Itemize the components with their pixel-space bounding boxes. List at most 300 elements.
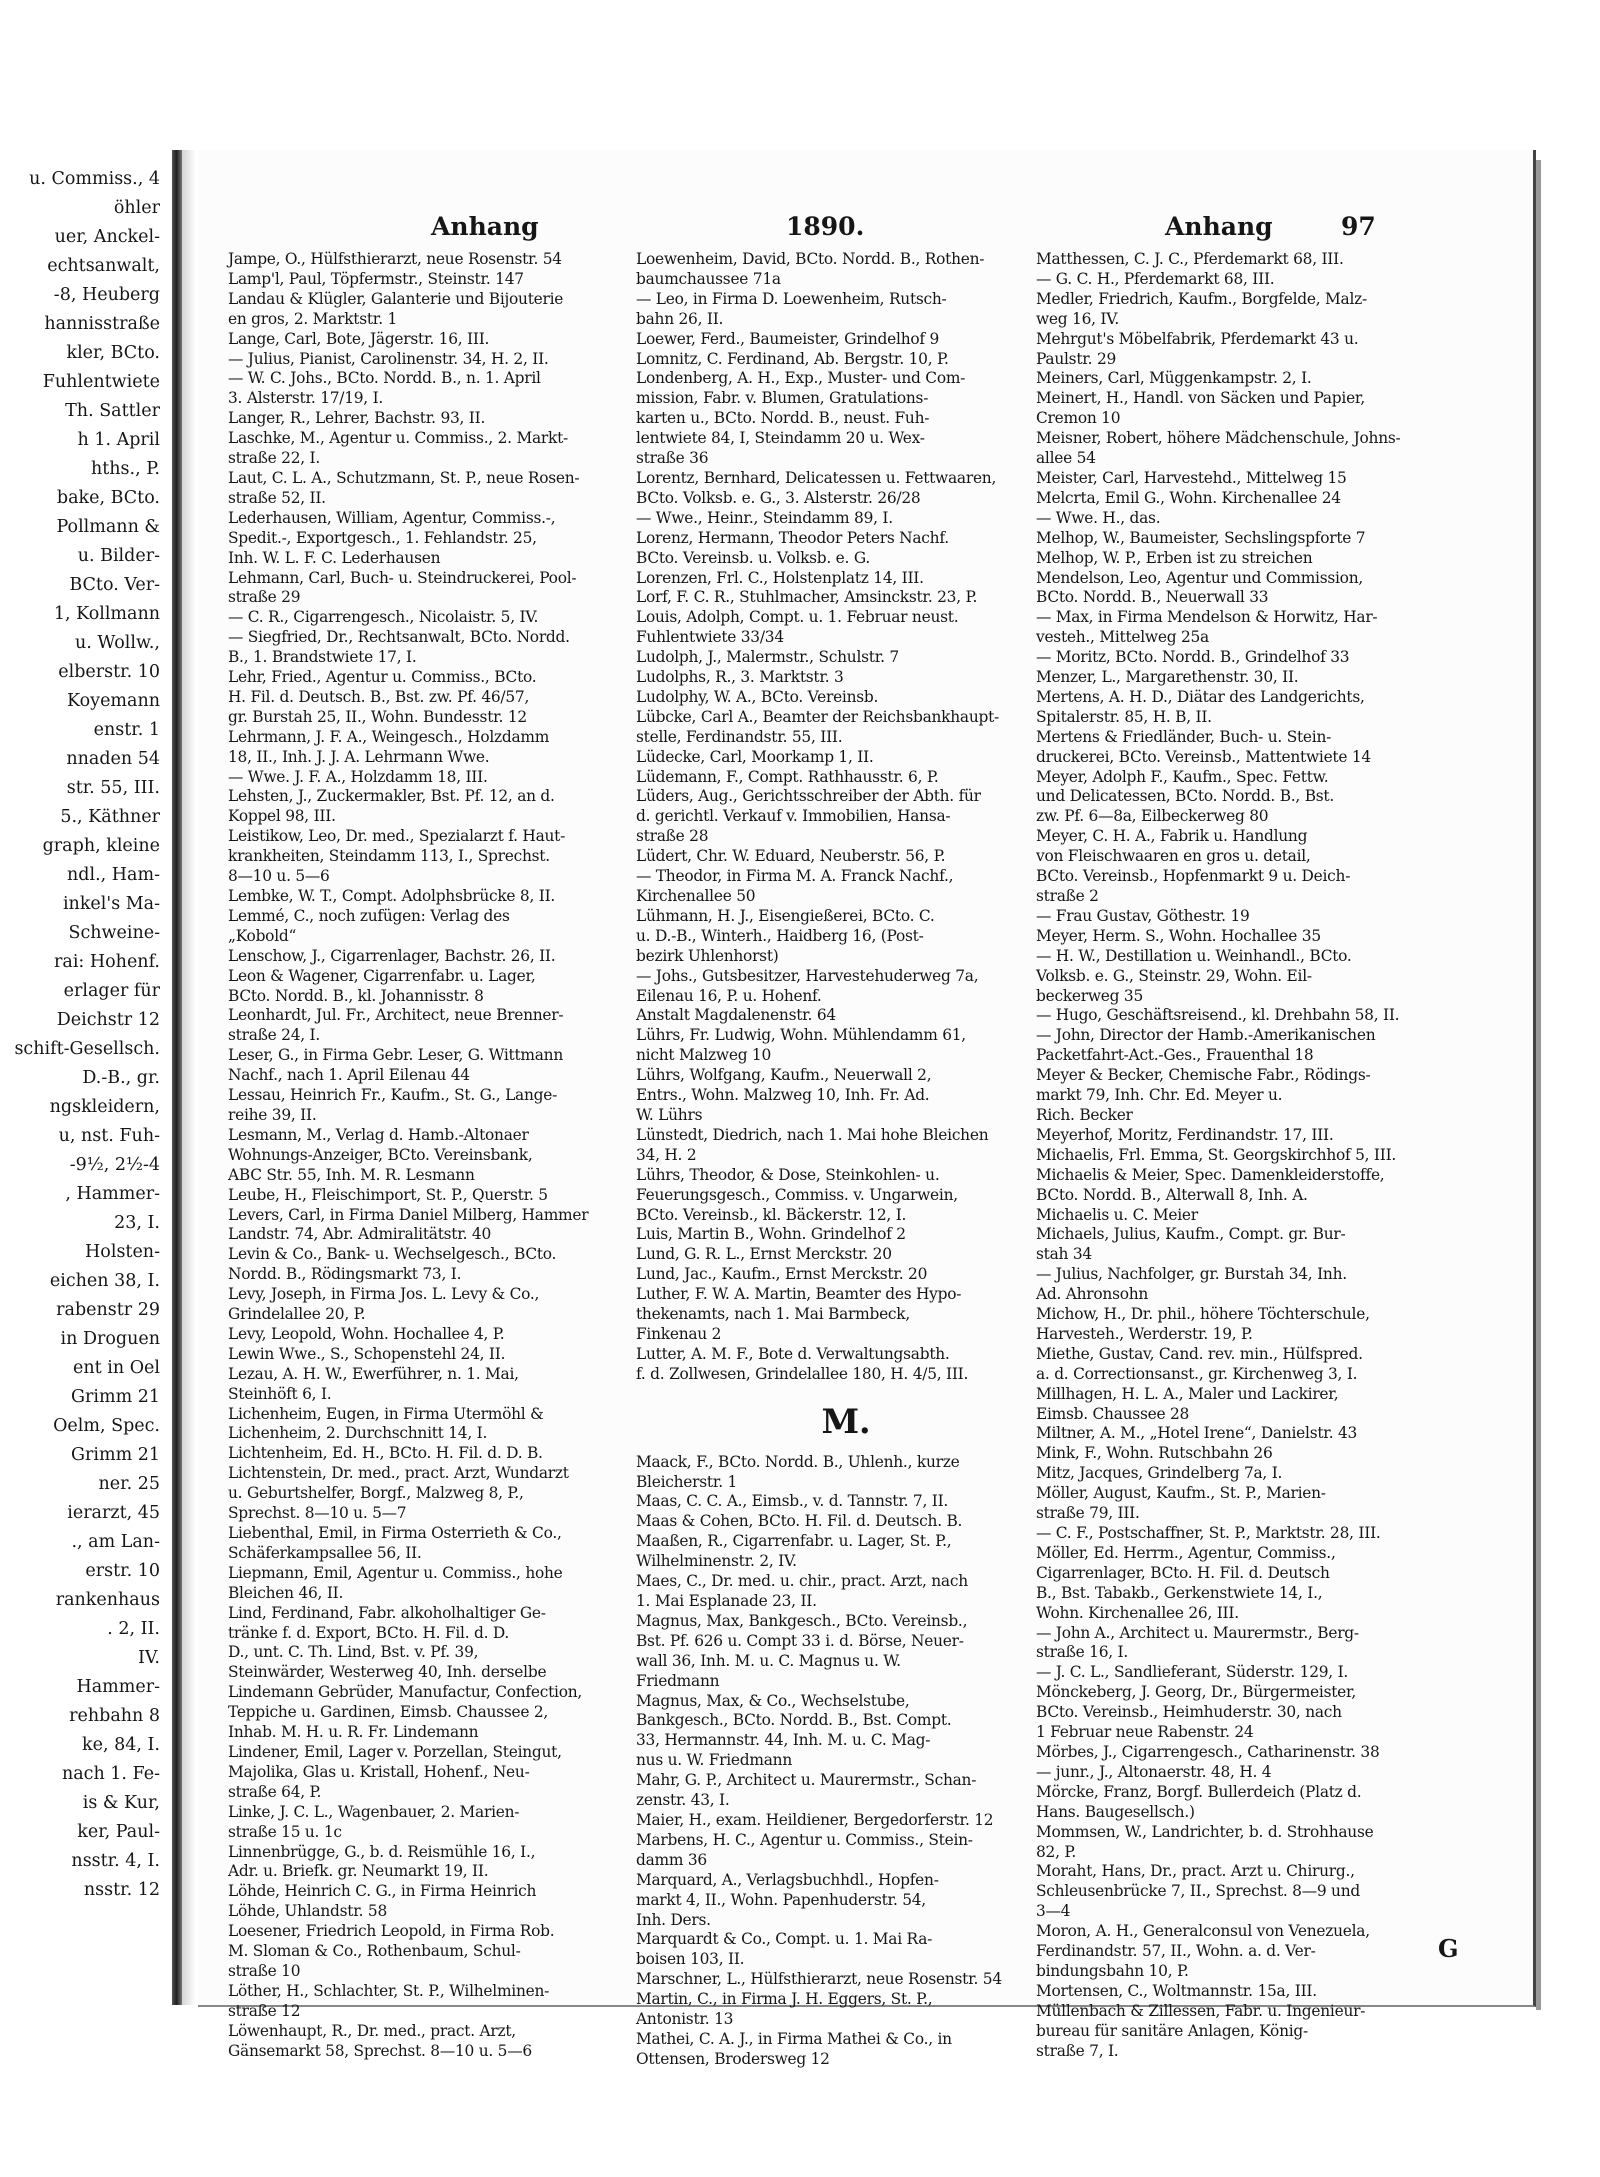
entry-line: Lenschow, J., Cigarrenlager, Bachstr. 26, II.: [228, 946, 556, 965]
entry-line: — Julius, Nachfolger, gr. Burstah 34, Inh.: [1036, 1265, 1347, 1284]
directory-entry: [1036, 1982, 1456, 2002]
previous-page-line: Holsten-: [85, 1242, 160, 1262]
previous-page-line: , Hammer-: [65, 1184, 160, 1204]
entry-line: markt 4, II., Wohn. Papenhuderstr. 54,: [636, 1890, 926, 1909]
entry-line: Finkenau 2: [636, 1324, 722, 1343]
entry-line: Lembke, W. T., Compt. Adolphsbrücke 8, II.: [228, 887, 556, 905]
entry-line: Marbens, H. C., Agentur u. Commiss., Stein-: [636, 1830, 973, 1849]
entry-line: — Frau Gustav, Göthestr. 19: [1036, 906, 1250, 925]
previous-page-line: rabenstr 29: [56, 1300, 160, 1320]
entry-line: — G. C. H., Pferdemarkt 68, III.: [1036, 269, 1275, 288]
previous-page-line: erstr. 10: [85, 1561, 160, 1581]
directory-entry: [1036, 1345, 1456, 1385]
entry-line: Inh. Ders.: [636, 1910, 711, 1929]
entry-line: Inhab. M. H. u. R. Fr. Lindemann: [228, 1723, 479, 1742]
directory-column-3: [1036, 250, 1456, 2060]
directory-entry: [636, 1126, 1056, 1166]
directory-entry: [1036, 608, 1456, 648]
entry-line: Melhop, W. P., Erben ist zu streichen: [1036, 548, 1313, 567]
entry-line: Maas & Cohen, BCto. H. Fil. d. Deutsch. B.: [636, 1512, 963, 1531]
entry-line: Lindener, Emil, Lager v. Porzellan, Steingut,: [228, 1742, 562, 1761]
entry-line: Mahr, G. P., Architect u. Maurermstr., Schan-: [636, 1771, 977, 1790]
directory-entry: [1036, 1544, 1456, 1624]
previous-page-line: bake, BCto.: [56, 488, 160, 508]
directory-entry: [636, 1026, 1056, 1066]
directory-entry: [636, 1265, 1056, 1285]
entry-line: BCto. Vereinsb., Hopfenmarkt 9 u. Deich-: [1036, 867, 1351, 886]
entry-line: Lessau, Heinrich Fr., Kaufm., St. G., Lange-: [228, 1086, 558, 1105]
entry-line: Maes, C., Dr. med. u. chir., pract. Arzt, nach: [636, 1572, 968, 1591]
entry-line: Magnus, Max, & Co., Wechselstube,: [636, 1691, 910, 1710]
directory-entry: [1036, 389, 1456, 429]
previous-page-line: inkel's Ma-: [62, 894, 160, 914]
directory-page: [198, 150, 1536, 2068]
previous-page-line: -8, Heuberg: [53, 285, 160, 305]
directory-entry: [636, 708, 1056, 748]
entry-line: Lund, G. R. L., Ernst Merckstr. 20: [636, 1245, 892, 1264]
previous-page-line: nach 1. Fe-: [61, 1764, 160, 1784]
directory-entry: [636, 787, 1056, 847]
directory-entry: [636, 1225, 1056, 1245]
entry-line: Londenberg, A. H., Exp., Muster- und Com-: [636, 369, 966, 388]
entry-line: baumchaussee 71a: [636, 269, 781, 288]
entry-line: Bst. Pf. 626 u. Compt 33 i. d. Börse, Neuer-: [636, 1631, 964, 1650]
entry-line: 3. Alsterstr. 17/19, I.: [228, 389, 384, 408]
previous-page-line: in Droguen: [60, 1329, 160, 1349]
entry-line: Bleicherstr. 1: [636, 1472, 738, 1491]
previous-page-line: schift-Gesellsch.: [14, 1039, 160, 1059]
gutter-shadow: [182, 150, 196, 2005]
entry-line: Grindelallee 20, P.: [228, 1305, 366, 1324]
entry-line: Mommsen, W., Landrichter, b. d. Strohhause: [1036, 1822, 1374, 1841]
directory-entry: [228, 429, 648, 469]
entry-line: — Siegfried, Dr., Rechtsanwalt, BCto. Nordd.: [228, 628, 570, 647]
entry-line: wall 36, Inh. M. u. C. Magnus u. W.: [636, 1651, 901, 1670]
directory-entry: [636, 369, 1056, 469]
entry-line: Lemmé, C., noch zufügen: Verlag des: [228, 906, 510, 925]
entry-line: — Wwe., Heinr., Steindamm 89, I.: [636, 508, 893, 527]
directory-entry: [1036, 469, 1456, 489]
entry-line: Laschke, M., Agentur u. Commiss., 2. Markt-: [228, 429, 568, 448]
previous-page-line: kler, BCto.: [66, 343, 160, 363]
entry-line: Lutter, A. M. F., Bote d. Verwaltungsabth.: [636, 1344, 950, 1363]
entry-line: Sprechst. 8—10 u. 5—7: [228, 1504, 407, 1523]
running-head: [198, 212, 1533, 248]
directory-entry: [1036, 648, 1456, 668]
entry-line: Matthessen, C. J. C., Pferdemarkt 68, III.: [1036, 250, 1344, 268]
entry-line: a. d. Correctionsanst., gr. Kirchenweg 3, I.: [1036, 1364, 1358, 1383]
previous-page-line: u. Bilder-: [77, 546, 160, 566]
directory-entry: [228, 1604, 648, 1684]
entry-line: Ludolph, J., Malermstr., Schulstr. 7: [636, 648, 899, 667]
previous-page-line: ner. 25: [98, 1474, 160, 1494]
entry-line: Lamp'l, Paul, Töpfermstr., Steinstr. 147: [228, 269, 524, 288]
entry-line: und Delicatessen, BCto. Nordd. B., Bst.: [1036, 787, 1334, 806]
previous-page-line: BCto. Ver-: [69, 575, 160, 595]
directory-entry: [1036, 1126, 1456, 1146]
entry-line: Steinhöft 6, I.: [228, 1384, 332, 1403]
directory-entry: [636, 1990, 1056, 2030]
entry-line: Lezau, A. H. W., Ewerführer, n. 1. Mai,: [228, 1364, 519, 1383]
directory-entry: [228, 1743, 648, 1803]
entry-line: „Kobold“: [228, 926, 297, 945]
entry-line: — John, Director der Hamb.-Amerikanischen: [1036, 1026, 1376, 1045]
directory-entry: [228, 1006, 648, 1046]
entry-line: Bleichen 46, II.: [228, 1583, 344, 1602]
directory-entry: [1036, 250, 1456, 270]
entry-line: Steinwärder, Westerweg 40, Inh. derselbe: [228, 1663, 547, 1682]
entry-line: Meyer, Adolph F., Kaufm., Spec. Fettw.: [1036, 767, 1329, 786]
entry-line: Loewer, Ferd., Baumeister, Grindelhof 9: [636, 329, 939, 348]
entry-line: Harvesteh., Werderstr. 19, P.: [1036, 1324, 1253, 1343]
entry-line: Packetfahrt-Act.-Ges., Frauenthal 18: [1036, 1046, 1314, 1065]
entry-line: Paulstr. 29: [1036, 349, 1117, 368]
entry-line: — C. R., Cigarrengesch., Nicolaistr. 5, IV.: [228, 608, 539, 627]
directory-entry: [1036, 688, 1456, 728]
entry-line: Michow, H., Dr. phil., höhere Töchterschule,: [1036, 1305, 1370, 1324]
directory-entry: [636, 668, 1056, 688]
entry-line: — Max, in Firma Mendelson & Horwitz, Har-: [1036, 608, 1378, 627]
entry-line: Langer, R., Lehrer, Bachstr. 93, II.: [228, 409, 486, 428]
entry-line: Spitalerstr. 85, H. B, II.: [1036, 707, 1212, 726]
entry-line: 1. Mai Esplanade 23, II.: [636, 1592, 817, 1610]
entry-line: Levy, Joseph, in Firma Jos. L. Levy & Co.,: [228, 1285, 540, 1304]
entry-line: von Fleischwaaren en gros u. detail,: [1036, 847, 1311, 866]
entry-line: Lüdecke, Carl, Moorkamp 1, II.: [636, 747, 874, 766]
directory-entry: [636, 1492, 1056, 1512]
entry-line: Ludolphy, W. A., BCto. Vereinsb.: [636, 687, 879, 706]
entry-line: Lorentz, Bernhard, Delicatessen u. Fettwaaren,: [636, 468, 997, 487]
entry-line: Mink, F., Wohn. Rutschbahn 26: [1036, 1444, 1273, 1463]
entry-line: Marquard, A., Verlagsbuchhdl., Hopfen-: [636, 1870, 939, 1889]
directory-entry: [1036, 1026, 1456, 1066]
directory-entry: [1036, 2002, 1456, 2062]
previous-page-line: rai: Hohenf.: [54, 952, 160, 972]
directory-entry: [1036, 1823, 1456, 1863]
entry-line: Wohn. Kirchenallee 26, III.: [1036, 1603, 1239, 1622]
entry-line: Mönckeberg, J. Georg, Dr., Bürgermeister,: [1036, 1683, 1357, 1702]
entry-line: Meyer & Becker, Chemische Fabr., Rödings-: [1036, 1066, 1371, 1085]
directory-entry: [636, 688, 1056, 708]
entry-line: BCto. Vereinsb., kl. Bäckerstr. 12, I.: [636, 1205, 907, 1224]
previous-page-line: nsstr. 4, I.: [71, 1851, 160, 1871]
entry-line: Löhde, Uhlandstr. 58: [228, 1902, 388, 1921]
entry-line: f. d. Zollwesen, Grindelallee 180, H. 4/5, III.: [636, 1364, 969, 1383]
directory-entry: [228, 1444, 648, 1464]
directory-entry: [636, 768, 1056, 788]
previous-page-line: ker, Paul-: [77, 1822, 160, 1842]
entry-line: zenstr. 43, I.: [636, 1791, 730, 1810]
entry-line: beckerweg 35: [1036, 986, 1143, 1005]
page-edge: [1536, 160, 1541, 2010]
entry-line: Lührs, Fr. Ludwig, Wohn. Mühlendamm 61,: [636, 1026, 966, 1045]
directory-entry: [1036, 569, 1456, 609]
entry-line: Maaßen, R., Cigarrenfabr. u. Lager, St. P.,: [636, 1532, 952, 1551]
directory-entry: [228, 1325, 648, 1345]
previous-page-line: is & Kur,: [82, 1793, 160, 1813]
directory-entry: [636, 608, 1056, 648]
directory-entry: [1036, 1922, 1456, 1982]
directory-entry: [1036, 1524, 1456, 1544]
entry-line: Wilhelminenstr. 2, IV.: [636, 1552, 797, 1571]
entry-line: Leube, H., Fleischimport, St. P., Querstr. 5: [228, 1185, 548, 1204]
entry-line: Lederhausen, William, Agentur, Commiss.-,: [228, 508, 556, 527]
entry-line: Laut, C. L. A., Schutzmann, St. P., neue Rosen-: [228, 468, 580, 487]
directory-entry: [1036, 728, 1456, 768]
directory-entry: [1036, 1444, 1456, 1464]
entry-line: Landstr. 74, Abr. Admiralitätstr. 40: [228, 1225, 492, 1244]
entry-line: zw. Pf. 6—8a, Eilbeckerweg 80: [1036, 807, 1269, 826]
previous-page-line: nsstr. 12: [83, 1880, 160, 1900]
entry-line: Ottensen, Brodersweg 12: [636, 2049, 830, 2068]
entry-line: — Leo, in Firma D. Loewenheim, Rutsch-: [636, 289, 947, 308]
previous-page-line: ent in Oel: [73, 1358, 160, 1378]
entry-line: karten u., BCto. Nordd. B., neust. Fuh-: [636, 409, 930, 428]
directory-entry: [1036, 1305, 1456, 1345]
entry-line: Löwenhaupt, R., Dr. med., pract. Arzt,: [228, 2021, 516, 2040]
entry-line: Lüders, Aug., Gerichtsschreiber der Abth. für: [636, 787, 981, 806]
directory-entry: [636, 588, 1056, 608]
entry-line: Schäferkampsallee 56, II.: [228, 1543, 422, 1562]
previous-page-line: rehbahn 8: [69, 1706, 160, 1726]
directory-entry: [1036, 668, 1456, 688]
previous-page-line: echtsanwalt,: [47, 256, 160, 276]
directory-entry: [228, 728, 648, 768]
directory-entry: [1036, 907, 1456, 927]
previous-page-line: ngskleidern,: [49, 1097, 160, 1117]
directory-entry: [636, 847, 1056, 867]
entry-line: straße 12: [228, 2001, 301, 2020]
entry-line: bahn 26, II.: [636, 309, 724, 328]
entry-line: d. gerichtl. Verkauf v. Immobilien, Hansa-: [636, 807, 951, 826]
entry-line: Meinert, H., Handl. von Säcken und Papier,: [1036, 389, 1365, 408]
previous-page-line: Grimm 21: [71, 1387, 160, 1407]
previous-page-line: uer, Anckel-: [54, 227, 160, 247]
entry-line: Volksb. e. G., Steinstr. 29, Wohn. Eil-: [1036, 966, 1312, 985]
entry-line: gr. Burstah 25, II., Wohn. Bundesstr. 12: [228, 707, 527, 726]
entry-line: 82, P.: [1036, 1842, 1076, 1861]
previous-page-line: öhler: [113, 198, 160, 218]
directory-entry: [1036, 1783, 1456, 1823]
previous-page-line: nnaden 54: [66, 749, 160, 769]
directory-entry: [1036, 1225, 1456, 1265]
entry-line: u. D.-B., Winterh., Haidberg 16, (Post-: [636, 926, 924, 945]
directory-entry: [228, 1126, 648, 1186]
entry-line: 34, H. 2: [636, 1145, 697, 1164]
directory-entry: [636, 1453, 1056, 1493]
entry-line: BCto. Vereinsb. u. Volksb. e. G.: [636, 548, 870, 567]
directory-entry: [1036, 1066, 1456, 1126]
entry-line: straße 15 u. 1c: [228, 1822, 342, 1841]
entry-line: ABC Str. 55, Inh. M. R. Lesmann: [228, 1165, 475, 1184]
directory-entry: [228, 608, 648, 628]
previous-page-line: . 2, II.: [107, 1619, 160, 1639]
section-letter-heading: M.: [821, 1401, 871, 1442]
directory-entry: [636, 1612, 1056, 1692]
entry-line: H. Fil. d. Deutsch. B., Bst. zw. Pf. 46/57,: [228, 687, 530, 706]
directory-entry: [636, 748, 1056, 768]
directory-entry: [636, 1245, 1056, 1265]
entry-line: Mitz, Jacques, Grindelberg 7a, I.: [1036, 1464, 1283, 1483]
directory-entry: [1036, 529, 1456, 549]
directory-entry: [228, 330, 648, 350]
entry-line: Moraht, Hans, Dr., pract. Arzt u. Chirurg.,: [1036, 1862, 1355, 1881]
entry-line: Lund, Jac., Kaufm., Ernst Merckstr. 20: [636, 1265, 928, 1284]
directory-entry: [1036, 827, 1456, 907]
entry-line: straße 2: [1036, 887, 1099, 905]
directory-entry: [1036, 1624, 1456, 1664]
entry-line: straße 64, P.: [228, 1782, 322, 1801]
entry-line: Louis, Adolph, Compt. u. 1. Februar neust.: [636, 608, 959, 627]
entry-line: lentwiete 84, I, Steindamm 20 u. Wex-: [636, 429, 925, 448]
directory-column-1: [228, 250, 648, 2060]
entry-line: — Moritz, BCto. Nordd. B., Grindelhof 33: [1036, 648, 1350, 667]
directory-entry: [228, 827, 648, 887]
directory-entry: [1036, 509, 1456, 529]
entry-line: Linke, J. C. L., Wagenbauer, 2. Marien-: [228, 1802, 520, 1821]
entry-line: Mertens & Friedländer, Buch- u. Stein-: [1036, 727, 1332, 746]
directory-entry: [228, 1922, 648, 1982]
entry-line: Levers, Carl, in Firma Daniel Milberg, Hammer: [228, 1205, 589, 1224]
directory-entry: [636, 967, 1056, 1027]
previous-page-line: 1, Kollmann: [53, 604, 160, 624]
previous-page-line: eichen 38, I.: [49, 1271, 160, 1291]
directory-entry: [636, 1692, 1056, 1772]
entry-line: Entrs., Wohn. Malzweg 10, Inh. Fr. Ad.: [636, 1086, 930, 1105]
previous-page-line: h 1. April: [77, 430, 160, 450]
directory-entry: [1036, 1763, 1456, 1783]
previous-page-line: ke, 84, I.: [82, 1735, 160, 1755]
entry-line: Martin, C., in Firma J. H. Eggers, St. P.,: [636, 1990, 933, 2009]
previous-page-line: u. Wollw.,: [75, 633, 160, 653]
directory-entry: [636, 1572, 1056, 1612]
running-head-right: Anhang: [1165, 212, 1273, 241]
previous-page-line: Schweine-: [68, 923, 160, 943]
entry-line: — Julius, Pianist, Carolinenstr. 34, H. 2, II.: [228, 349, 549, 368]
entry-line: Möller, Ed. Herrm., Agentur, Commiss.,: [1036, 1543, 1336, 1562]
entry-line: Millhagen, H. L. A., Maler und Lackirer,: [1036, 1384, 1339, 1403]
entry-line: 3—4: [1036, 1902, 1071, 1921]
entry-line: straße 79, III.: [1036, 1504, 1140, 1523]
directory-entry: [636, 1831, 1056, 1871]
directory-entry: [636, 1811, 1056, 1831]
directory-entry: [228, 250, 648, 270]
directory-entry: [636, 330, 1056, 350]
directory-entry: [228, 1564, 648, 1604]
entry-line: Eimsb. Chaussee 28: [1036, 1404, 1190, 1423]
entry-line: Fuhlentwiete 33/34: [636, 628, 784, 647]
entry-line: tränke f. d. Export, BCto. H. Fil. d. D.: [228, 1623, 510, 1642]
entry-line: — Johs., Gutsbesitzer, Harvestehuderweg 7a,: [636, 966, 979, 985]
entry-line: Lind, Ferdinand, Fabr. alkoholhaltiger Ge-: [228, 1603, 546, 1622]
directory-entry: [228, 947, 648, 967]
directory-entry: [228, 1982, 648, 2022]
entry-line: reihe 39, II.: [228, 1105, 317, 1124]
entry-line: Melhop, W., Baumeister, Sechslingspforte 7: [1036, 528, 1366, 547]
entry-line: — Theodor, in Firma M. A. Franck Nachf.,: [636, 867, 954, 886]
entry-line: Michaelis u. C. Meier: [1036, 1205, 1198, 1224]
entry-line: Miethe, Gustav, Cand. rev. min., Hülfspred.: [1036, 1344, 1363, 1363]
previous-page-line: graph, kleine: [42, 836, 160, 856]
entry-line: Lorf, F. C. R., Stuhlmacher, Amsinckstr. 23, P.: [636, 588, 978, 607]
previous-page-line: elberstr. 10: [58, 662, 160, 682]
entry-line: — Hugo, Geschäftsreisend., kl. Drehbahn 58, II.: [1036, 1006, 1400, 1025]
entry-line: Lomnitz, C. Ferdinand, Ab. Bergstr. 10, P.: [636, 349, 949, 368]
entry-line: mission, Fabr. v. Blumen, Gratulations-: [636, 389, 929, 408]
entry-line: Müllenbach & Zillessen, Fabr. u. Ingenieur-: [1036, 2001, 1366, 2020]
entry-line: Spedit.-, Exportgesch., 1. Fehlandstr. 25,: [228, 528, 537, 547]
directory-entry: [228, 1186, 648, 1206]
entry-line: Feuerungsgesch., Commiss. v. Ungarwein,: [636, 1185, 958, 1204]
entry-line: Leonhardt, Jul. Fr., Architect, neue Brenner-: [228, 1006, 564, 1025]
entry-line: — J. C. L., Sandlieferant, Süderstr. 129, I.: [1036, 1663, 1349, 1682]
entry-line: Marschner, L., Hülfsthierarzt, neue Rosenstr. 54: [636, 1970, 1002, 1989]
entry-line: Miltner, A. M., „Hotel Irene“, Danielstr. 43: [1036, 1424, 1358, 1443]
running-head-left: Anhang: [431, 212, 539, 241]
directory-entry: [636, 1285, 1056, 1345]
entry-line: Melcrta, Emil G., Wohn. Kirchenallee 24: [1036, 488, 1341, 507]
previous-page-line: Grimm 21: [71, 1445, 160, 1465]
previous-page-line: Pollmann &: [56, 517, 160, 537]
directory-column-2: [636, 250, 1056, 2068]
entry-line: Levin & Co., Bank- u. Wechselgesch., BCto.: [228, 1245, 557, 1264]
previous-page-line: ndl., Ham-: [67, 865, 160, 885]
entry-line: Maack, F., BCto. Nordd. B., Uhlenh., kurze: [636, 1452, 960, 1471]
directory-entry: [228, 1464, 648, 1524]
entry-line: — H. W., Destillation u. Weinhandl., BCto.: [1036, 946, 1352, 965]
entry-line: Lühmann, H. J., Eisengießerei, BCto. C.: [636, 906, 935, 925]
previous-page-line: erlager für: [63, 981, 160, 1001]
entry-line: Cigarrenlager, BCto. H. Fil. d. Deutsch: [1036, 1563, 1330, 1582]
entry-line: — W. C. Johs., BCto. Nordd. B., n. 1. April: [228, 369, 541, 388]
entry-line: Lehmann, Carl, Buch- u. Steindruckerei, Pool-: [228, 568, 577, 587]
entry-line: Lehrmann, J. F. A., Weingesch., Holzdamm: [228, 727, 550, 746]
directory-entry: [1036, 1146, 1456, 1166]
directory-entry: [636, 1345, 1056, 1385]
entry-line: Mortensen, C., Woltmannstr. 15a, III.: [1036, 1981, 1317, 2000]
directory-entry: [636, 1771, 1056, 1811]
entry-line: BCto. Volksb. e. G., 3. Alsterstr. 26/28: [636, 488, 921, 507]
directory-entry: [228, 1882, 648, 1922]
entry-line: Hans. Baugesellsch.): [1036, 1802, 1195, 1821]
directory-entry: [636, 290, 1056, 330]
previous-page-line: Koyemann: [67, 691, 160, 711]
entry-line: D., unt. C. Th. Lind, Bst. v. Pf. 39,: [228, 1643, 479, 1662]
directory-entry: [1036, 330, 1456, 370]
entry-line: Ferdinandstr. 57, II., Wohn. a. d. Ver-: [1036, 1942, 1316, 1961]
directory-entry: [228, 1524, 648, 1564]
entry-line: Lüdert, Chr. W. Eduard, Neuberstr. 56, P.: [636, 847, 946, 866]
directory-entry: [636, 1166, 1056, 1226]
directory-entry: [1036, 290, 1456, 330]
entry-line: Michaelis & Meier, Spec. Damenkleiderstoffe,: [1036, 1165, 1385, 1184]
directory-entry: [228, 369, 648, 409]
previous-page-line: Th. Sattler: [65, 401, 160, 421]
entry-line: Ad. Ahronsohn: [1036, 1285, 1149, 1304]
directory-entry: [228, 768, 648, 788]
directory-entry: [1036, 1265, 1456, 1305]
entry-line: Möller, August, Kaufm., St. P., Marien-: [1036, 1484, 1326, 1503]
directory-entry: [228, 350, 648, 370]
directory-entry: [228, 1285, 648, 1325]
directory-entry: [1036, 947, 1456, 1007]
entry-line: — John A., Architect u. Maurermstr., Berg-: [1036, 1623, 1359, 1642]
directory-entry: [636, 250, 1056, 290]
entry-line: W. Lührs: [636, 1105, 703, 1124]
entry-line: Mörbes, J., Cigarrengesch., Catharinenstr. 38: [1036, 1742, 1380, 1761]
entry-line: Schleusenbrücke 7, II., Sprechst. 8—9 und: [1036, 1882, 1360, 1901]
directory-entry: [228, 1365, 648, 1405]
